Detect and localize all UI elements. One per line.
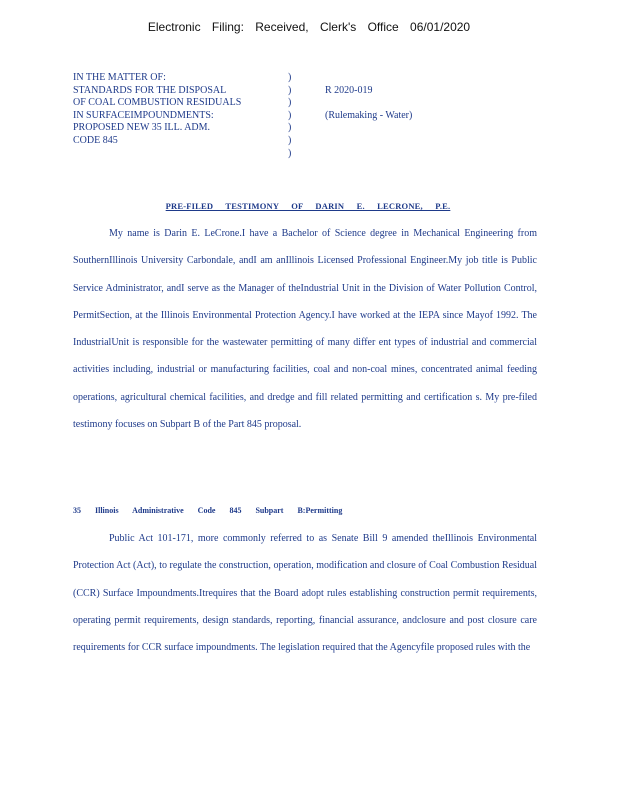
docket-number: R 2020-019 xyxy=(325,84,373,96)
testimony-title: PRE-FILED TESTIMONY OF DARIN E. LECRONE, P.E. xyxy=(165,201,451,211)
intro-paragraph xyxy=(73,220,537,438)
paren: ) xyxy=(288,122,292,134)
paren: ) xyxy=(288,109,292,121)
caption-line: OF COAL COMBUSTION RESIDUALS xyxy=(73,97,242,109)
body-text: Public Act 101-171, more commonly referred to as Senate Bill 9 amended theIllinois Environmental Protection Act (Act), to regulate the construction, operation, modification and closure of Coal Combustion Residual (CCR) Surface Impoundments.Itrequires that the Board adopt rules establishing construction permit requirements, operating permit requirements, design standards, reporting, financial assurance, andclosure and post closure care requirements for CCR surface impoundments. The legislation required that the Agencyfile proposed rules with the xyxy=(73,533,537,654)
paren: ) xyxy=(288,84,292,96)
filing-stamp: Electronic Filing: Received, Clerk's Office 06/01/2020 xyxy=(147,20,471,34)
caption-line: IN THE MATTER OF: xyxy=(73,72,166,83)
caption-line: STANDARDS FOR THE DISPOSAL xyxy=(73,84,227,96)
caption-matter xyxy=(73,72,288,148)
caption-docket-block xyxy=(325,72,475,122)
paren: ) xyxy=(288,72,292,83)
caption-parens xyxy=(288,72,298,160)
caption-line: CODE 845 xyxy=(73,134,118,146)
paren: ) xyxy=(288,134,292,146)
proceeding-type: (Rulemaking - Water) xyxy=(325,109,413,121)
intro-text: My name is Darin E. LeCrone.I have a Bachelor of Science degree in Mechanical Engineering from SouthernIllinois University Carbondale, andI am anIllinois Licensed Professional Engineer.My job title is Public Service Administrator, andI serve as the Manager of theIndustrial Unit in the Division of Water Pollution Control, PermitSection, at the Illinois Environmental Protection Agency.I have worked at the IEPA since Mayof 1992. The IndustrialUnit is responsible for the wastewater permitting of many differ ent types of industrial and commercial activities including, industrial or manufacturing facilities, coal and non-coal mines, concentrated animal feeding operations, agricultural chemical facilities, and dredge and fill related permitting and certification s. My pre-filed testimony focuses on Subpart B of the Part 845 proposal. xyxy=(73,228,537,431)
caption-line: IN SURFACEIMPOUNDMENTS: xyxy=(73,109,214,121)
caption-line: PROPOSED NEW 35 ILL. ADM. xyxy=(73,122,211,134)
body-paragraph xyxy=(73,525,537,661)
paren: ) xyxy=(288,147,292,159)
paren: ) xyxy=(288,97,292,109)
section-heading: 35 Illinois Administrative Code 845 Subpart B:Permitting xyxy=(73,506,343,515)
